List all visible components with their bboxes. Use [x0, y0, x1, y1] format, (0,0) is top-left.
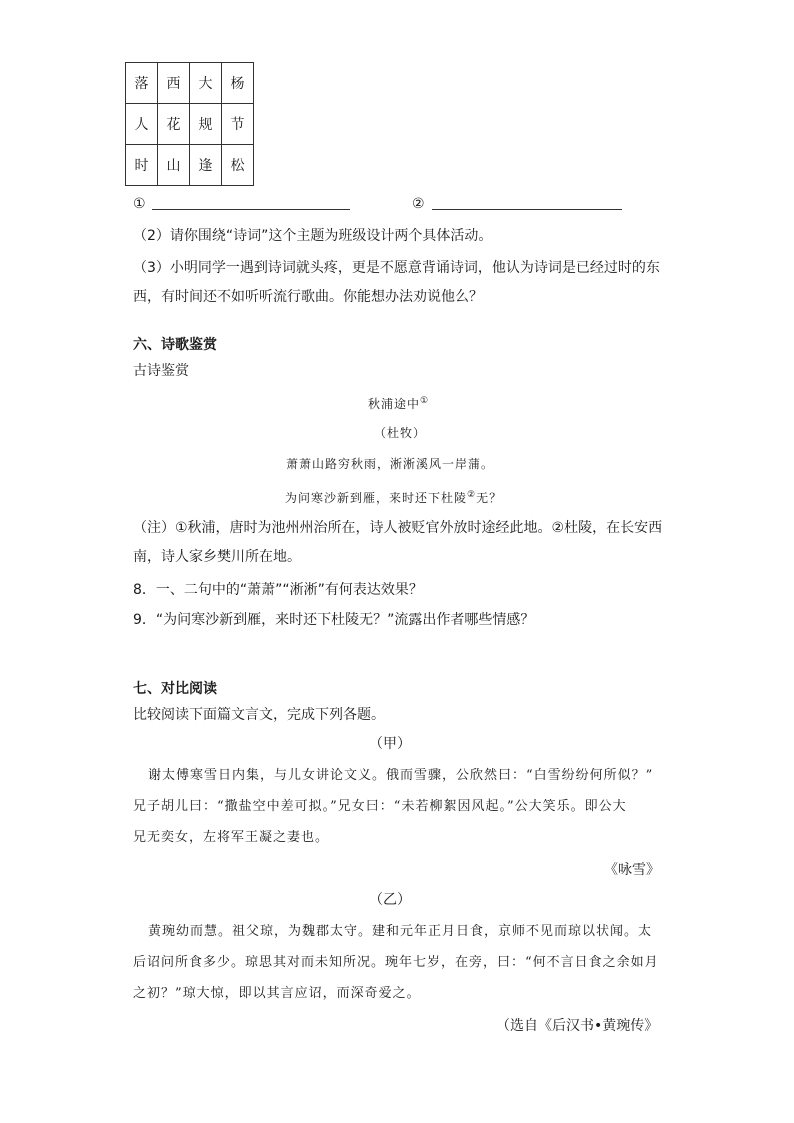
- grid-cell: 时: [126, 145, 158, 186]
- poem-author: （杜牧）: [374, 426, 427, 440]
- poem-line-2-end: 无？: [476, 491, 503, 505]
- passage-yi-line-2: 后诏问所食多少。琼思其对而未知所况。琬年七岁，在旁，曰：“何不言日食之余如月: [133, 955, 659, 970]
- section-7-heading: 七、对比阅读: [133, 681, 217, 697]
- question-9: 9．“为问寒沙新到雁，来时还下杜陵无？”流露出作者哪些情感？: [133, 612, 535, 628]
- grid-row: [126, 63, 254, 104]
- poem-title-footnote-mark: ①: [420, 396, 430, 406]
- grid-cell: 大: [190, 63, 222, 104]
- grid-cell: 花: [158, 104, 190, 145]
- passage-yi-line-3: 之初？”琼大惊，即以其言应诏，而深奇爱之。: [133, 986, 421, 1001]
- passage-yi-source: （选自《后汉书•黄琬传》: [496, 1018, 659, 1034]
- section-6-subheading: 古诗鉴赏: [133, 363, 189, 379]
- grid-cell: 节: [222, 104, 254, 145]
- answer-blank-2[interactable]: [432, 209, 622, 210]
- passage-yi-line-1: 黄琬幼而慧。祖父琼，为魏郡太守。建和元年正月日食，京师不见而琼以状闻。太: [148, 924, 653, 939]
- grid-cell: 山: [158, 145, 190, 186]
- blank-label-2: ②: [412, 196, 425, 212]
- poem-line-1: 萧萧山路穷秋雨，淅淅溪风一岸蒲。: [286, 457, 495, 471]
- poem-line-2-text: 为问寒沙新到雁，来时还下杜陵: [285, 491, 468, 505]
- poem-line-2-footnote-mark: ②: [467, 490, 477, 500]
- poem-title: [368, 393, 429, 412]
- question-3-line-1: （3）小明同学一遇到诗词就头疼，更是不愿意背诵诗词，他认为诗词是已经过时的东: [133, 260, 660, 276]
- grid-row: [126, 104, 254, 145]
- question-2: （2）请你围绕“诗词”这个主题为班级设计两个具体活动。: [133, 228, 493, 244]
- passage-jia-source: 《咏雪》: [604, 862, 660, 878]
- grid-cell: 人: [126, 104, 158, 145]
- passage-yi-label: （乙）: [369, 892, 411, 908]
- grid-cell: 规: [190, 104, 222, 145]
- answer-blank-1[interactable]: [152, 209, 350, 210]
- passage-jia-line-2: 兄子胡儿曰：“撒盐空中差可拟。”兄女曰：“未若柳絮因风起。”公大笑乐。即公大: [133, 799, 627, 814]
- grid-cell: 落: [126, 63, 158, 104]
- passage-jia-line-1: 谢太傅寒雪日内集，与儿女讲论文义。俄而雪骤，公欣然曰：“白雪纷纷何所似？”: [148, 768, 654, 783]
- grid-row: [126, 145, 254, 186]
- grid-cell: 杨: [222, 63, 254, 104]
- section-7-subheading: 比较阅读下面篇文言文，完成下列各题。: [133, 707, 385, 723]
- blank-label-1: ①: [133, 196, 146, 212]
- section-6-heading: 六、诗歌鉴赏: [133, 337, 217, 353]
- poem-note-line-2: 南，诗人家乡樊川所在地。: [133, 549, 301, 565]
- character-grid: [125, 62, 254, 186]
- poem-note-line-1: （注）①秋浦，唐时为池州州治所在，诗人被贬官外放时途经此地。②杜陵，在长安西: [133, 520, 663, 536]
- poem-title-text: 秋浦途中: [368, 397, 421, 411]
- question-3-line-2: 西，有时间还不如听听流行歌曲。你能想办法劝说他么？: [133, 289, 483, 305]
- passage-jia-line-3: 兄无奕女，左将军王凝之妻也。: [133, 830, 330, 845]
- grid-cell: 松: [222, 145, 254, 186]
- question-8: 8．一、二句中的“萧萧”“淅淅”有何表达效果？: [133, 582, 423, 598]
- poem-line-2: [285, 487, 502, 506]
- passage-jia-label: （甲）: [369, 736, 411, 752]
- grid-cell: 西: [158, 63, 190, 104]
- grid-cell: 逢: [190, 145, 222, 186]
